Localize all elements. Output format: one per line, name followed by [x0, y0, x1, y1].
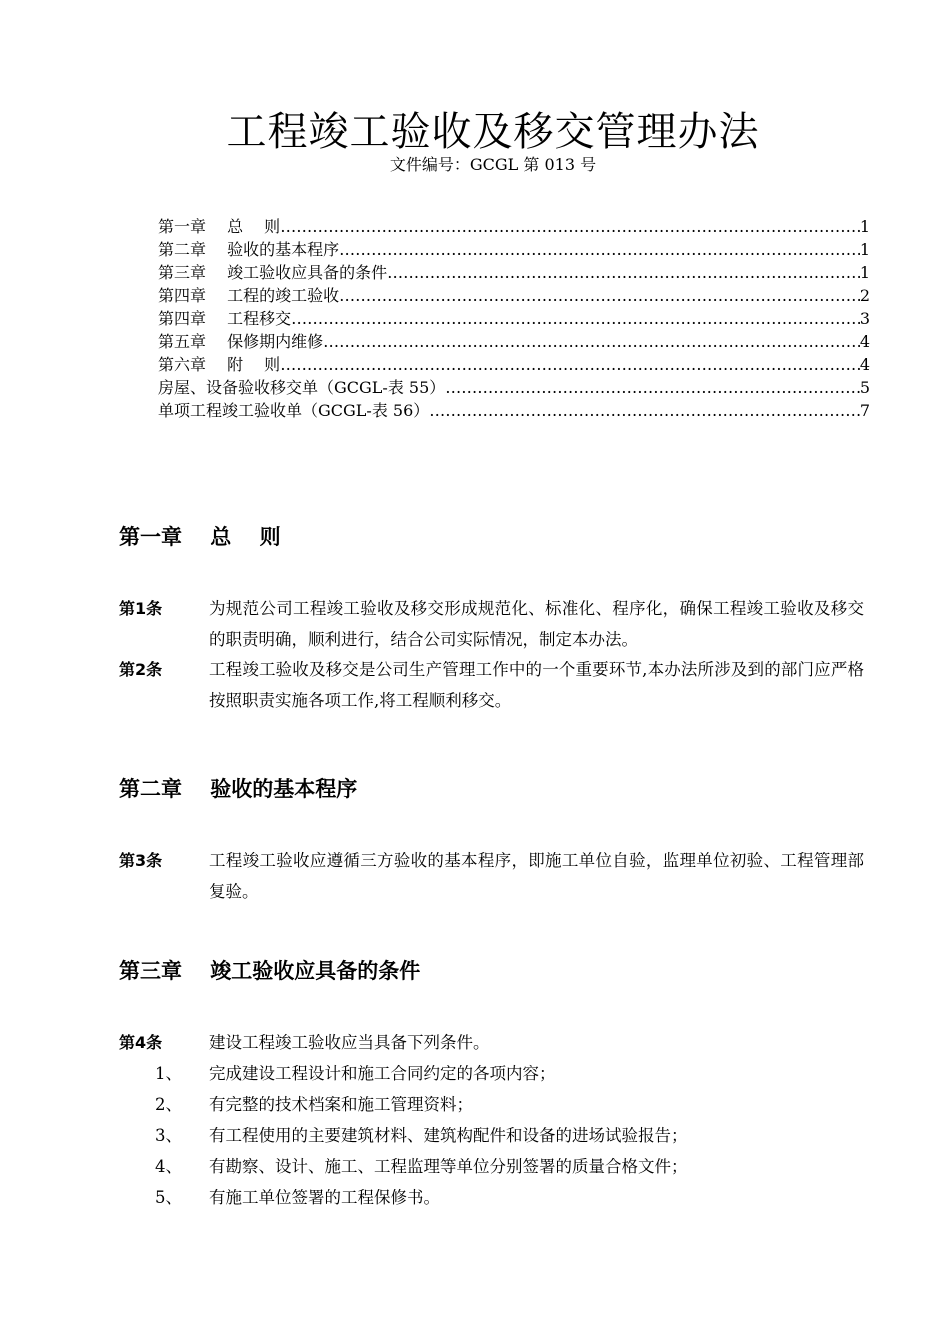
list-item: 完成建设工程设计和施工合同约定的各项内容；	[209, 1064, 556, 1083]
toc-page-number: 2	[859, 286, 870, 305]
toc-page-number: 1	[859, 217, 870, 236]
toc-leader	[445, 376, 860, 399]
article-number: 第2条	[119, 660, 163, 679]
toc-label: 第三章 竣工验收应具备的条件	[158, 263, 388, 282]
document-number: 文件编号：GCGL 第 013 号	[389, 155, 597, 174]
toc-page-number: 3	[859, 309, 870, 328]
toc-entry[interactable]	[158, 376, 870, 399]
list-item-number: 4、	[155, 1157, 182, 1176]
toc-label: 第二章 验收的基本程序	[158, 240, 340, 259]
chapter-heading: 第一章 总 则	[119, 525, 281, 549]
article-text: 工程竣工验收及移交是公司生产管理工作中的一个重要环节,本办法所涉及到的部门应严格按照职责实施各项工作,将工程顺利移交。	[209, 660, 864, 710]
article-number: 第4条	[119, 1033, 163, 1052]
toc-entry[interactable]	[158, 353, 870, 376]
toc-entry[interactable]	[158, 284, 870, 307]
article-text: 为规范公司工程竣工验收及移交形成规范化、标准化、程序化，确保工程竣工验收及移交的职责明确，顺利进行，结合公司实际情况，制定本办法。	[209, 599, 864, 649]
chapter-heading: 第三章 竣工验收应具备的条件	[119, 959, 421, 983]
toc-label: 第六章 附 则	[158, 355, 281, 374]
toc-entry[interactable]	[158, 330, 870, 353]
toc-page-number: 4	[859, 332, 870, 351]
list-item-number: 1、	[155, 1064, 182, 1083]
toc-label: 第五章 保修期内维修	[158, 332, 324, 351]
article-text: 工程竣工验收应遵循三方验收的基本程序，即施工单位自验，监理单位初验、工程管理部复验。	[209, 851, 864, 901]
toc-entry[interactable]	[158, 399, 870, 422]
toc-leader	[280, 353, 860, 376]
toc-label: 单项工程竣工验收单（GCGL-表 56）	[158, 401, 430, 420]
toc-leader	[339, 238, 860, 261]
article-text: 建设工程竣工验收应当具备下列条件。	[209, 1033, 490, 1052]
toc-leader	[291, 307, 860, 330]
toc-entry[interactable]	[158, 261, 870, 284]
table-of-contents	[158, 215, 870, 422]
toc-page-number: 7	[859, 401, 870, 420]
list-item: 有工程使用的主要建筑材料、建筑构配件和设备的进场试验报告；	[209, 1126, 688, 1145]
toc-page-number: 5	[859, 378, 870, 397]
toc-leader	[339, 284, 860, 307]
list-item: 有完整的技术档案和施工管理资料；	[209, 1095, 473, 1114]
toc-leader	[387, 261, 860, 284]
toc-label: 第四章 工程移交	[158, 309, 292, 328]
list-item-number: 2、	[155, 1095, 182, 1114]
list-item-number: 5、	[155, 1188, 182, 1207]
toc-label: 第四章 工程的竣工验收	[158, 286, 340, 305]
article-number: 第3条	[119, 851, 163, 870]
chapter-heading: 第二章 验收的基本程序	[119, 777, 358, 801]
list-item: 有勘察、设计、施工、工程监理等单位分别签署的质量合格文件；	[209, 1157, 688, 1176]
list-item: 有施工单位签署的工程保修书。	[209, 1188, 440, 1207]
document-title: 工程竣工验收及移交管理办法	[226, 109, 760, 155]
article-number: 第1条	[119, 599, 163, 618]
toc-page-number: 1	[859, 240, 870, 259]
toc-page-number: 4	[859, 355, 870, 374]
toc-leader	[323, 330, 860, 353]
toc-leader	[429, 399, 860, 422]
toc-entry[interactable]	[158, 238, 870, 261]
toc-entry[interactable]	[158, 215, 870, 238]
list-item-number: 3、	[155, 1126, 182, 1145]
toc-label: 房屋、设备验收移交单（GCGL-表 55）	[158, 378, 446, 397]
toc-page-number: 1	[859, 263, 870, 282]
toc-leader	[280, 215, 860, 238]
toc-label: 第一章 总 则	[158, 217, 281, 236]
toc-entry[interactable]	[158, 307, 870, 330]
